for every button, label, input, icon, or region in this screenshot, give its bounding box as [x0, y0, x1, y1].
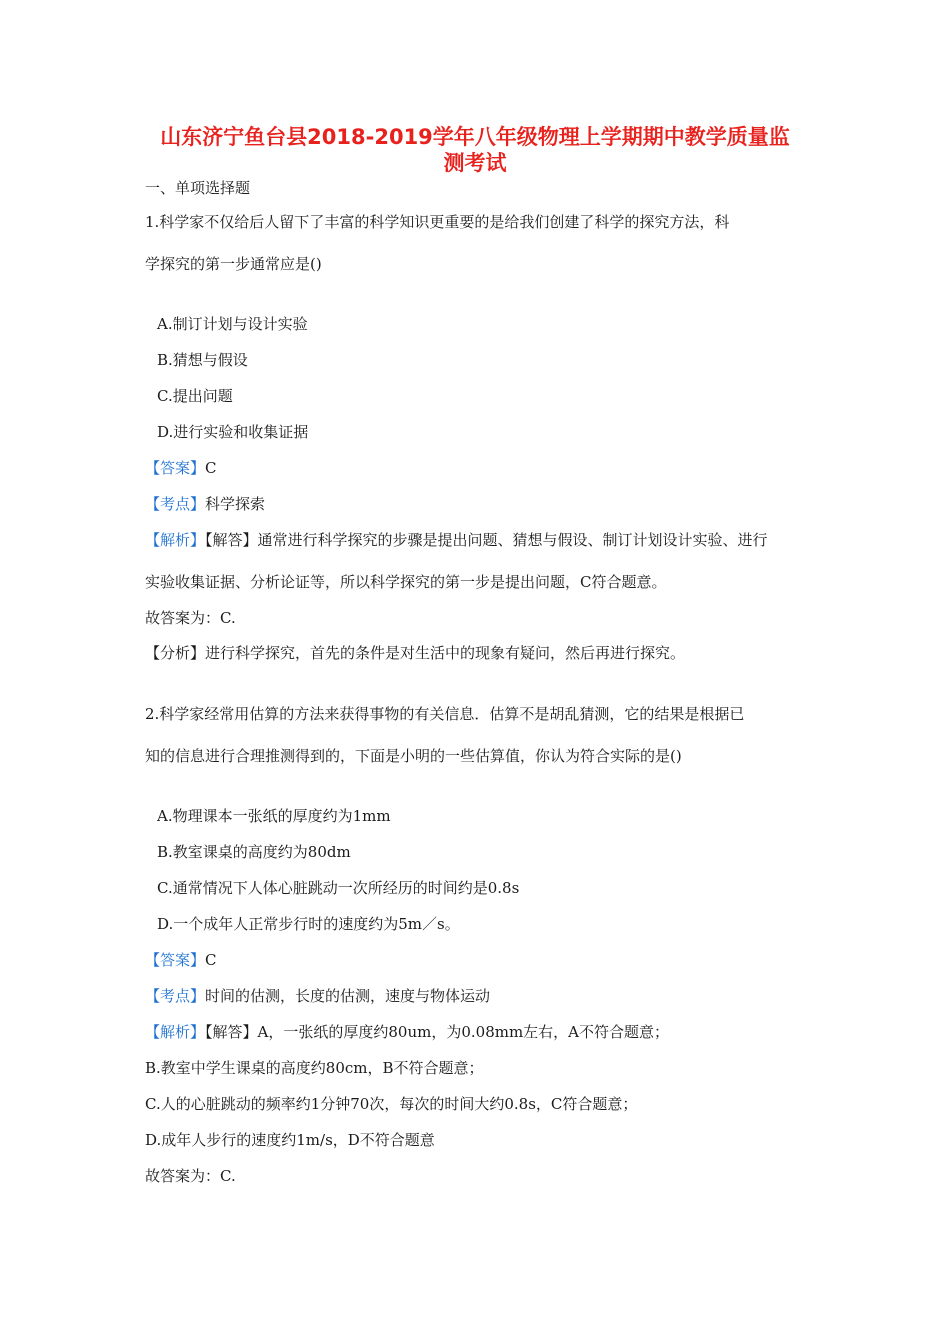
analysis-label: 【解析】: [145, 531, 206, 549]
q1-option-b: B.猜想与假设: [157, 351, 248, 369]
q2-option-a: A.物理课本一张纸的厚度约为1mm: [157, 807, 391, 825]
q1-option-d: D.进行实验和收集证据: [157, 423, 309, 441]
q1-point-row: [145, 494, 265, 514]
q2-answer-row: [145, 950, 217, 970]
q1-answer-value: C: [205, 459, 217, 477]
analysis-label: 【解析】: [145, 1023, 206, 1041]
solution-label: 【解答】: [205, 531, 258, 549]
q2-analysis-text-1: A，一张纸的厚度约80um，为0.08mm左右，A不符合题意；: [257, 1023, 670, 1041]
q2-point-row: [145, 986, 490, 1006]
q2-analysis-line-4: D.成年人步行的速度约1m/s，D不符合题意: [145, 1131, 435, 1149]
q1-stem-line-2: 学探究的第一步通常应是(): [145, 255, 322, 273]
q1-analysis-line-2: 实验收集证据、分析论证等，所以科学探究的第一步是提出问题，C符合题意。: [145, 573, 667, 591]
q1-fenxi-row: [145, 643, 685, 663]
document-title-line-2: 测考试: [443, 151, 507, 175]
q1-analysis-text-1: 通常进行科学探究的步骤是提出问题、猜想与假设、制订计划设计实验、进行: [257, 531, 768, 549]
q2-analysis-line-2: B.教室中学生课桌的高度约80cm，B不符合题意；: [145, 1059, 484, 1077]
q2-analysis-line-3: C.人的心脏跳动的频率约1分钟70次，每次的时间大约0.8s，C符合题意；: [145, 1095, 638, 1113]
q2-point-value: 时间的估测，长度的估测，速度与物体运动: [205, 987, 491, 1005]
q2-analysis-line-1: [145, 1022, 669, 1042]
q1-analysis-line-1: [145, 530, 768, 550]
q1-point-value: 科学探索: [205, 495, 266, 513]
q1-conclusion: 故答案为：C.: [145, 609, 236, 627]
q2-stem-line-1: 2.科学家经常用估算的方法来获得事物的有关信息．估算不是胡乱猜测，它的结果是根据已: [145, 705, 745, 723]
fenxi-label: 【分析】: [145, 644, 206, 662]
q1-option-c: C.提出问题: [157, 387, 233, 405]
q2-stem-line-2: 知的信息进行合理推测得到的，下面是小明的一些估算值，你认为符合实际的是(): [145, 747, 682, 765]
answer-label: 【答案】: [145, 459, 206, 477]
point-label: 【考点】: [145, 987, 206, 1005]
solution-label: 【解答】: [205, 1023, 258, 1041]
document-title-line-1: 山东济宁鱼台县2018-2019学年八年级物理上学期期中教学质量监: [160, 125, 790, 149]
q1-answer-row: [145, 458, 217, 478]
q2-answer-value: C: [205, 951, 217, 969]
q1-fenxi-text: 进行科学探究，首先的条件是对生活中的现象有疑问，然后再进行探究。: [205, 644, 686, 662]
q2-option-b: B.教室课桌的高度约为80dm: [157, 843, 351, 861]
q1-option-a: A.制订计划与设计实验: [157, 315, 308, 333]
section-heading: 一、单项选择题: [145, 179, 251, 197]
q2-option-d: D.一个成年人正常步行时的速度约为5m／s。: [157, 915, 460, 933]
point-label: 【考点】: [145, 495, 206, 513]
q2-conclusion: 故答案为：C.: [145, 1167, 236, 1185]
q2-option-c: C.通常情况下人体心脏跳动一次所经历的时间约是0.8s: [157, 879, 520, 897]
answer-label: 【答案】: [145, 951, 206, 969]
q1-stem-line-1: 1.科学家不仅给后人留下了丰富的科学知识更重要的是给我们创建了科学的探究方法，科: [145, 213, 730, 231]
